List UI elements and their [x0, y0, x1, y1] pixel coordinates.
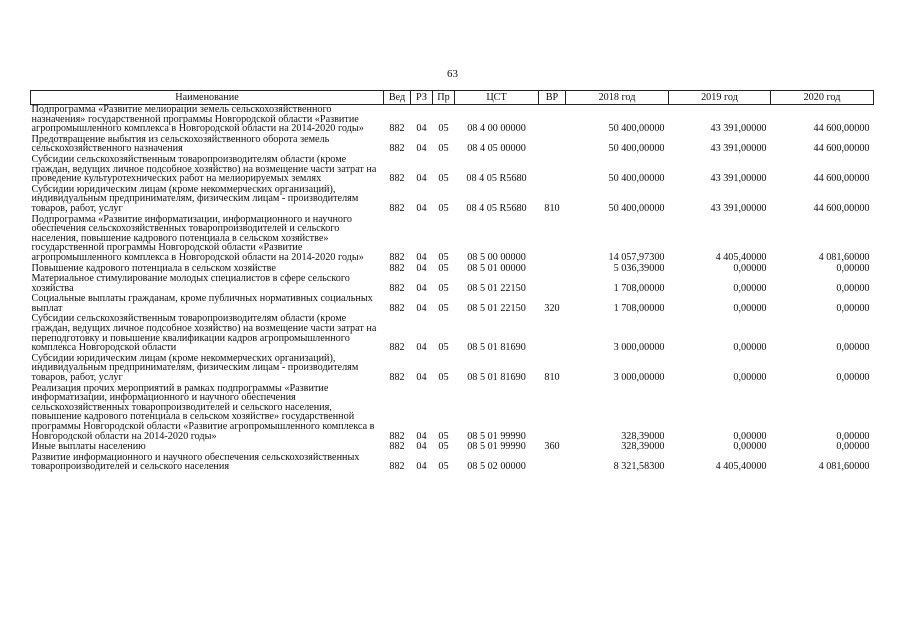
cell-pr: 05 [438, 262, 449, 274]
cell-y2020: 0,00000 [836, 262, 870, 274]
cell-rz: 04 [416, 441, 427, 453]
cell-vr: 810 [544, 202, 560, 214]
cell-y2019: 0,00000 [733, 302, 767, 314]
cell-name: Субсидии сельскохозяйственным товаропроизводителям области (кроме граждан, ведущих личное подсобное хозяйство) на возмещение части затрат на проведение культуротехнических работ на мелиорируемых землях [31, 153, 377, 185]
cell-vr [539, 214, 566, 263]
table-row [31, 134, 874, 154]
cell-vr [539, 263, 566, 274]
cell-pr: 05 [438, 251, 449, 263]
cell-ved: 882 [389, 302, 405, 314]
cell-y2020: 0,00000 [836, 430, 870, 442]
table-row [31, 441, 874, 452]
cell-ved: 882 [389, 372, 405, 384]
cell-y2018: 5 036,39000 [613, 262, 665, 274]
cell-pr: 05 [438, 282, 449, 294]
cell-rz: 04 [416, 202, 427, 214]
cell-y2018: 1 708,00000 [613, 282, 665, 294]
table-row [31, 263, 874, 274]
cell-y2019: 0,00000 [733, 441, 767, 453]
cell-ved: 882 [389, 430, 405, 442]
budget-table [30, 90, 874, 472]
cell-pr: 05 [438, 461, 449, 473]
cell-pr: 05 [438, 202, 449, 214]
cell-vr [539, 154, 566, 184]
cell-rz: 04 [416, 143, 427, 155]
header-2019: 2019 год [669, 91, 771, 105]
cell-ved: 882 [389, 461, 405, 473]
table-row [31, 293, 874, 313]
cell-cst: 08 5 01 99990 [467, 441, 526, 453]
cell-vr: 360 [544, 441, 560, 453]
cell-ved: 882 [389, 251, 405, 263]
header-rz: РЗ [411, 91, 433, 105]
cell-y2019: 4 405,40000 [715, 461, 767, 473]
cell-y2020: 0,00000 [836, 441, 870, 453]
cell-ved: 882 [389, 123, 405, 135]
table-row [31, 313, 874, 352]
header-name: Наименование [31, 91, 384, 105]
cell-cst: 08 4 00 00000 [467, 123, 526, 135]
table-row [31, 214, 874, 263]
cell-vr [539, 313, 566, 352]
header-cst: ЦСТ [455, 91, 539, 105]
cell-ved: 882 [389, 262, 405, 274]
cell-y2020: 44 600,00000 [813, 123, 870, 135]
cell-ved: 882 [389, 143, 405, 155]
cell-cst: 08 5 01 00000 [467, 262, 526, 274]
table-row [31, 452, 874, 472]
cell-ved: 882 [389, 282, 405, 294]
cell-y2019: 43 391,00000 [710, 173, 767, 185]
cell-name: Субсидии юридическим лицам (кроме некоммерческих организаций), индивидуальным предпринимателям, физическим лицам - производителям товаров, работ, услуг [31, 352, 359, 384]
cell-y2019: 43 391,00000 [710, 123, 767, 135]
table-row [31, 154, 874, 184]
table-body [31, 105, 874, 472]
cell-vr [539, 273, 566, 293]
cell-cst: 08 5 01 81690 [467, 342, 526, 354]
cell-rz: 04 [416, 430, 427, 442]
header-ved: Вед [384, 91, 411, 105]
header-vr: ВР [539, 91, 566, 105]
cell-y2018: 3 000,00000 [613, 342, 665, 354]
cell-y2019: 0,00000 [733, 262, 767, 274]
page-number: 63 [447, 68, 458, 80]
cell-name: Материальное стимулирование молодых специалистов в сфере сельского хозяйства [31, 273, 350, 294]
cell-name: Повышение кадрового потенциала в сельском хозяйстве [31, 262, 276, 274]
cell-ved: 882 [389, 342, 405, 354]
cell-rz: 04 [416, 302, 427, 314]
cell-y2019: 0,00000 [733, 430, 767, 442]
cell-cst: 08 4 05 R5680 [466, 173, 527, 185]
cell-y2018: 8 321,58300 [613, 461, 665, 473]
cell-rz: 04 [416, 342, 427, 354]
cell-y2020: 44 600,00000 [813, 143, 870, 155]
cell-name: Подпрограмма «Развитие информатизации, информационного и научного обеспечения сельскохозяйственных товаропроизводителей и сельского населения, повышение кадрового потенциала в сельском хозяйстве» государственной программы Новгородской области «Развитие агропромышленного комплекса в Новгородской области на 2014-2020 годы» [31, 213, 364, 263]
cell-vr [539, 105, 566, 134]
cell-cst: 08 5 01 22150 [467, 282, 526, 294]
cell-y2020: 0,00000 [836, 342, 870, 354]
cell-y2018: 3 000,00000 [613, 372, 665, 384]
cell-pr: 05 [438, 430, 449, 442]
cell-ved: 882 [389, 173, 405, 185]
cell-name: Субсидии сельскохозяйственным товаропроизводителям области (кроме граждан, ведущих личное подсобное хозяйство) на возмещение части затрат на переподготовку и повышение квалификации кадров агропромышленного комплекса Новгородской области [31, 313, 377, 354]
cell-y2020: 4 081,60000 [818, 251, 870, 263]
cell-cst: 08 4 05 R5680 [466, 202, 527, 214]
cell-y2020: 44 600,00000 [813, 173, 870, 185]
cell-name: Иные выплаты населению [31, 441, 146, 453]
cell-pr: 05 [438, 123, 449, 135]
cell-cst: 08 5 00 00000 [467, 251, 526, 263]
cell-y2019: 43 391,00000 [710, 143, 767, 155]
header-2020: 2020 год [771, 91, 874, 105]
cell-y2018: 50 400,00000 [608, 123, 665, 135]
cell-rz: 04 [416, 123, 427, 135]
cell-y2020: 4 081,60000 [818, 461, 870, 473]
cell-y2018: 1 708,00000 [613, 302, 665, 314]
table-row [31, 353, 874, 383]
cell-vr [539, 134, 566, 154]
cell-cst: 08 5 01 81690 [467, 372, 526, 384]
cell-y2019: 43 391,00000 [710, 202, 767, 214]
cell-y2018: 50 400,00000 [608, 202, 665, 214]
cell-rz: 04 [416, 262, 427, 274]
cell-y2019: 0,00000 [733, 372, 767, 384]
cell-ved: 882 [389, 202, 405, 214]
cell-y2020: 0,00000 [836, 372, 870, 384]
cell-rz: 04 [416, 251, 427, 263]
cell-ved: 882 [389, 441, 405, 453]
cell-pr: 05 [438, 342, 449, 354]
cell-name: Подпрограмма «Развитие мелиорации земель сельскохозяйственного назначения» государственной программы Новгородской области «Развитие агропромышленного комплекса в Новгородской области на 2014-2020 годы» [31, 104, 364, 135]
cell-pr: 05 [438, 302, 449, 314]
cell-pr: 05 [438, 143, 449, 155]
cell-y2020: 0,00000 [836, 282, 870, 294]
cell-y2018: 328,39000 [621, 441, 665, 453]
cell-name: Предотвращение выбытия из сельскохозяйственного оборота земель сельскохозяйственного назначения [31, 133, 330, 155]
header-pr: Пр [433, 91, 455, 105]
cell-cst: 08 5 02 00000 [467, 461, 526, 473]
cell-vr: 810 [544, 372, 560, 384]
cell-vr [539, 383, 566, 442]
cell-y2019: 0,00000 [733, 342, 767, 354]
cell-cst: 08 4 05 00000 [467, 143, 526, 155]
cell-rz: 04 [416, 372, 427, 384]
cell-name: Субсидии юридическим лицам (кроме некоммерческих организаций), индивидуальным предпринимателям, физическим лицам - производителям товаров, работ, услуг [31, 183, 359, 214]
cell-y2019: 4 405,40000 [715, 251, 767, 263]
cell-vr [539, 452, 566, 472]
header-2018: 2018 год [566, 91, 669, 105]
cell-y2020: 0,00000 [836, 302, 870, 314]
cell-pr: 05 [438, 441, 449, 453]
cell-y2020: 44 600,00000 [813, 202, 870, 214]
cell-y2018: 50 400,00000 [608, 173, 665, 185]
cell-pr: 05 [438, 372, 449, 384]
cell-name: Реализация прочих мероприятий в рамках подпрограммы «Развитие информатизации, информационного и научного обеспечения сельскохозяйственных товаропроизводителей и сельского населения, повышение кадрового потенциала в сельском хозяйстве» государственной программы Новгородской области «Развитие агропромышленного комплекса в Новгородской области на 2014-2020 годы» [31, 382, 375, 442]
table-row [31, 383, 874, 442]
table-row [31, 273, 874, 293]
table-row [31, 184, 874, 214]
cell-rz: 04 [416, 282, 427, 294]
table-header-row [31, 91, 874, 105]
cell-rz: 04 [416, 173, 427, 185]
cell-y2018: 14 057,97300 [608, 251, 665, 263]
cell-name: Развитие информационного и научного обеспечения сельскохозяйственных товаропроизводителей и сельского населения [31, 451, 360, 473]
table-row [31, 105, 874, 134]
cell-name: Социальные выплаты гражданам, кроме публичных нормативных социальных выплат [31, 293, 373, 314]
cell-rz: 04 [416, 461, 427, 473]
cell-vr: 320 [544, 302, 560, 314]
cell-pr: 05 [438, 173, 449, 185]
cell-cst: 08 5 01 99990 [467, 430, 526, 442]
cell-y2018: 328,39000 [621, 430, 665, 442]
cell-y2019: 0,00000 [733, 282, 767, 294]
cell-y2018: 50 400,00000 [608, 143, 665, 155]
cell-cst: 08 5 01 22150 [467, 302, 526, 314]
